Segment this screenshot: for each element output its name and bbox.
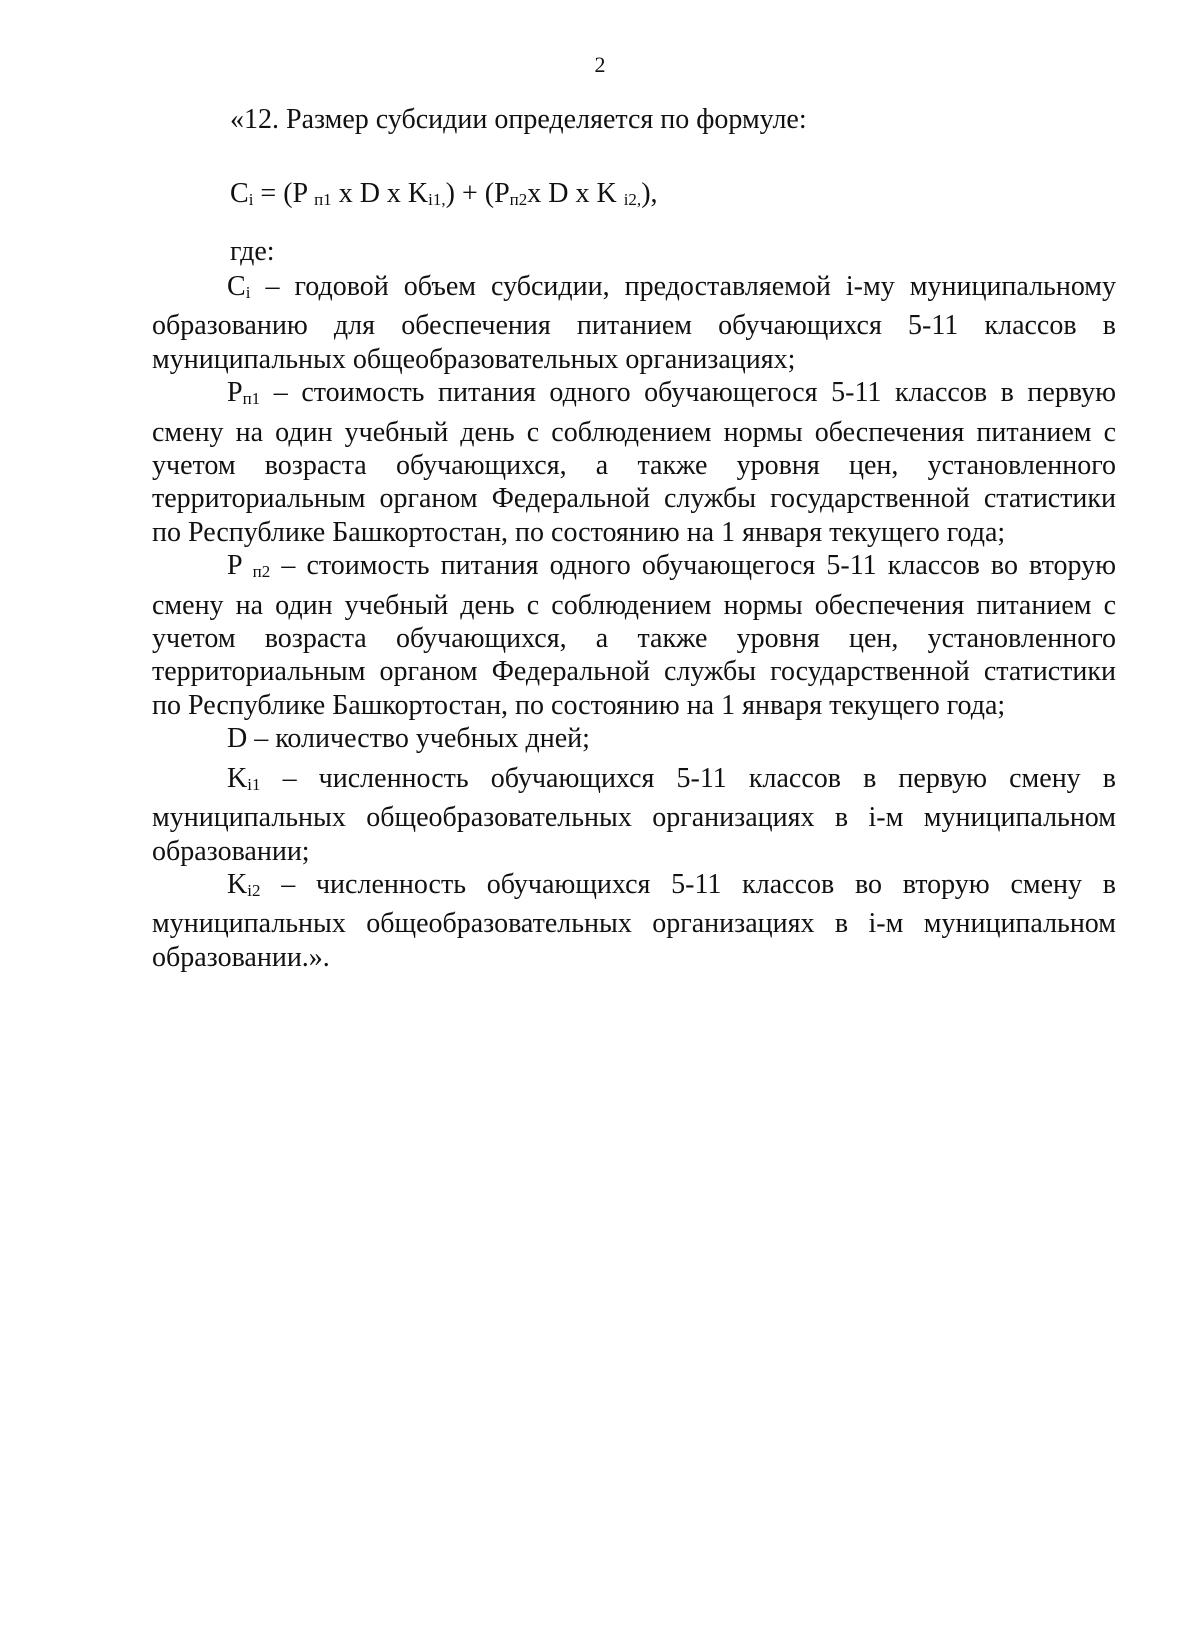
formula-p2-sub: п2 xyxy=(509,190,528,209)
definition-pp1 xyxy=(152,376,1116,549)
definition-subscript: i1 xyxy=(247,774,261,794)
formula-p1-sub: п1 xyxy=(314,190,332,209)
definition-symbol: D xyxy=(227,723,248,755)
formula-eq-open: = (P xyxy=(253,178,315,209)
definition-subscript: п2 xyxy=(252,562,271,582)
definition-text: – стоимость питания одного обучающегося 5-11 классов в первую смену на один учебный день с соблюдением нормы обеспечения питанием с учетом возраста обучающихся, а также уровня цен, установленного территориальным органом Федеральной службы государственной статистики по Республике Башкортостан, по состоянию на 1 января текущего года; xyxy=(152,377,1116,548)
definition-subscript: i xyxy=(245,283,251,302)
formula-mid3: x D x K xyxy=(527,178,624,209)
definitions-list xyxy=(152,270,1116,974)
definition-text: – количество учебных дней; xyxy=(247,723,590,755)
definition-symbol: P xyxy=(227,377,243,409)
definition-pp2 xyxy=(152,549,1116,722)
clause-heading: «12. Размер субсидии определяется по формуле: xyxy=(230,104,807,135)
formula-lhs-sub: i xyxy=(248,190,254,209)
definition-symbol: C xyxy=(227,271,246,302)
formula-close: ), xyxy=(641,178,658,209)
formula-mid1: x D x K xyxy=(331,178,429,209)
formula-mid2: ) + (P xyxy=(445,178,510,209)
where-label: где: xyxy=(230,236,275,267)
formula-lhs: C xyxy=(230,178,249,209)
definition-symbol: P xyxy=(227,550,253,582)
definition-ci xyxy=(152,270,1116,376)
subsidy-formula xyxy=(230,178,658,210)
definition-symbol: K xyxy=(227,868,248,900)
definition-text: – численность обучающихся 5-11 классов во вторую смену в муниципальных общеобразовательных организациях в i-м муниципальном образовании.». xyxy=(152,868,1116,973)
definition-d xyxy=(152,722,1116,761)
definition-ki2 xyxy=(152,868,1116,974)
definition-symbol: K xyxy=(227,762,248,794)
definition-text: – численность обучающихся 5-11 классов в первую смену в муниципальных общеобразовательных организациях в i-м муниципальном образовании; xyxy=(152,762,1116,867)
definition-subscript: i2 xyxy=(247,880,261,900)
definition-ki1 xyxy=(152,762,1116,868)
definition-subscript: п1 xyxy=(242,389,261,409)
definition-text: – стоимость питания одного обучающегося 5-11 классов во вторую смену на один учебный день с соблюдением нормы обеспечения питанием с учетом возраста обучающихся, а также уровня цен, установленного территориальным органом Федеральной службы государственной статистики по Республике Башкортостан, по состоянию на 1 января текущего года; xyxy=(152,550,1116,721)
definition-text: – годовой объем субсидии, предоставляемой i-му муниципальному образованию для обеспечения питанием обучающихся 5-11 классов в муниципальных общеобразовательных организациях; xyxy=(152,271,1116,375)
formula-k1-sub: i1, xyxy=(428,190,446,209)
formula-k2-sub: i2, xyxy=(623,190,642,209)
page-number: 2 xyxy=(594,52,606,77)
